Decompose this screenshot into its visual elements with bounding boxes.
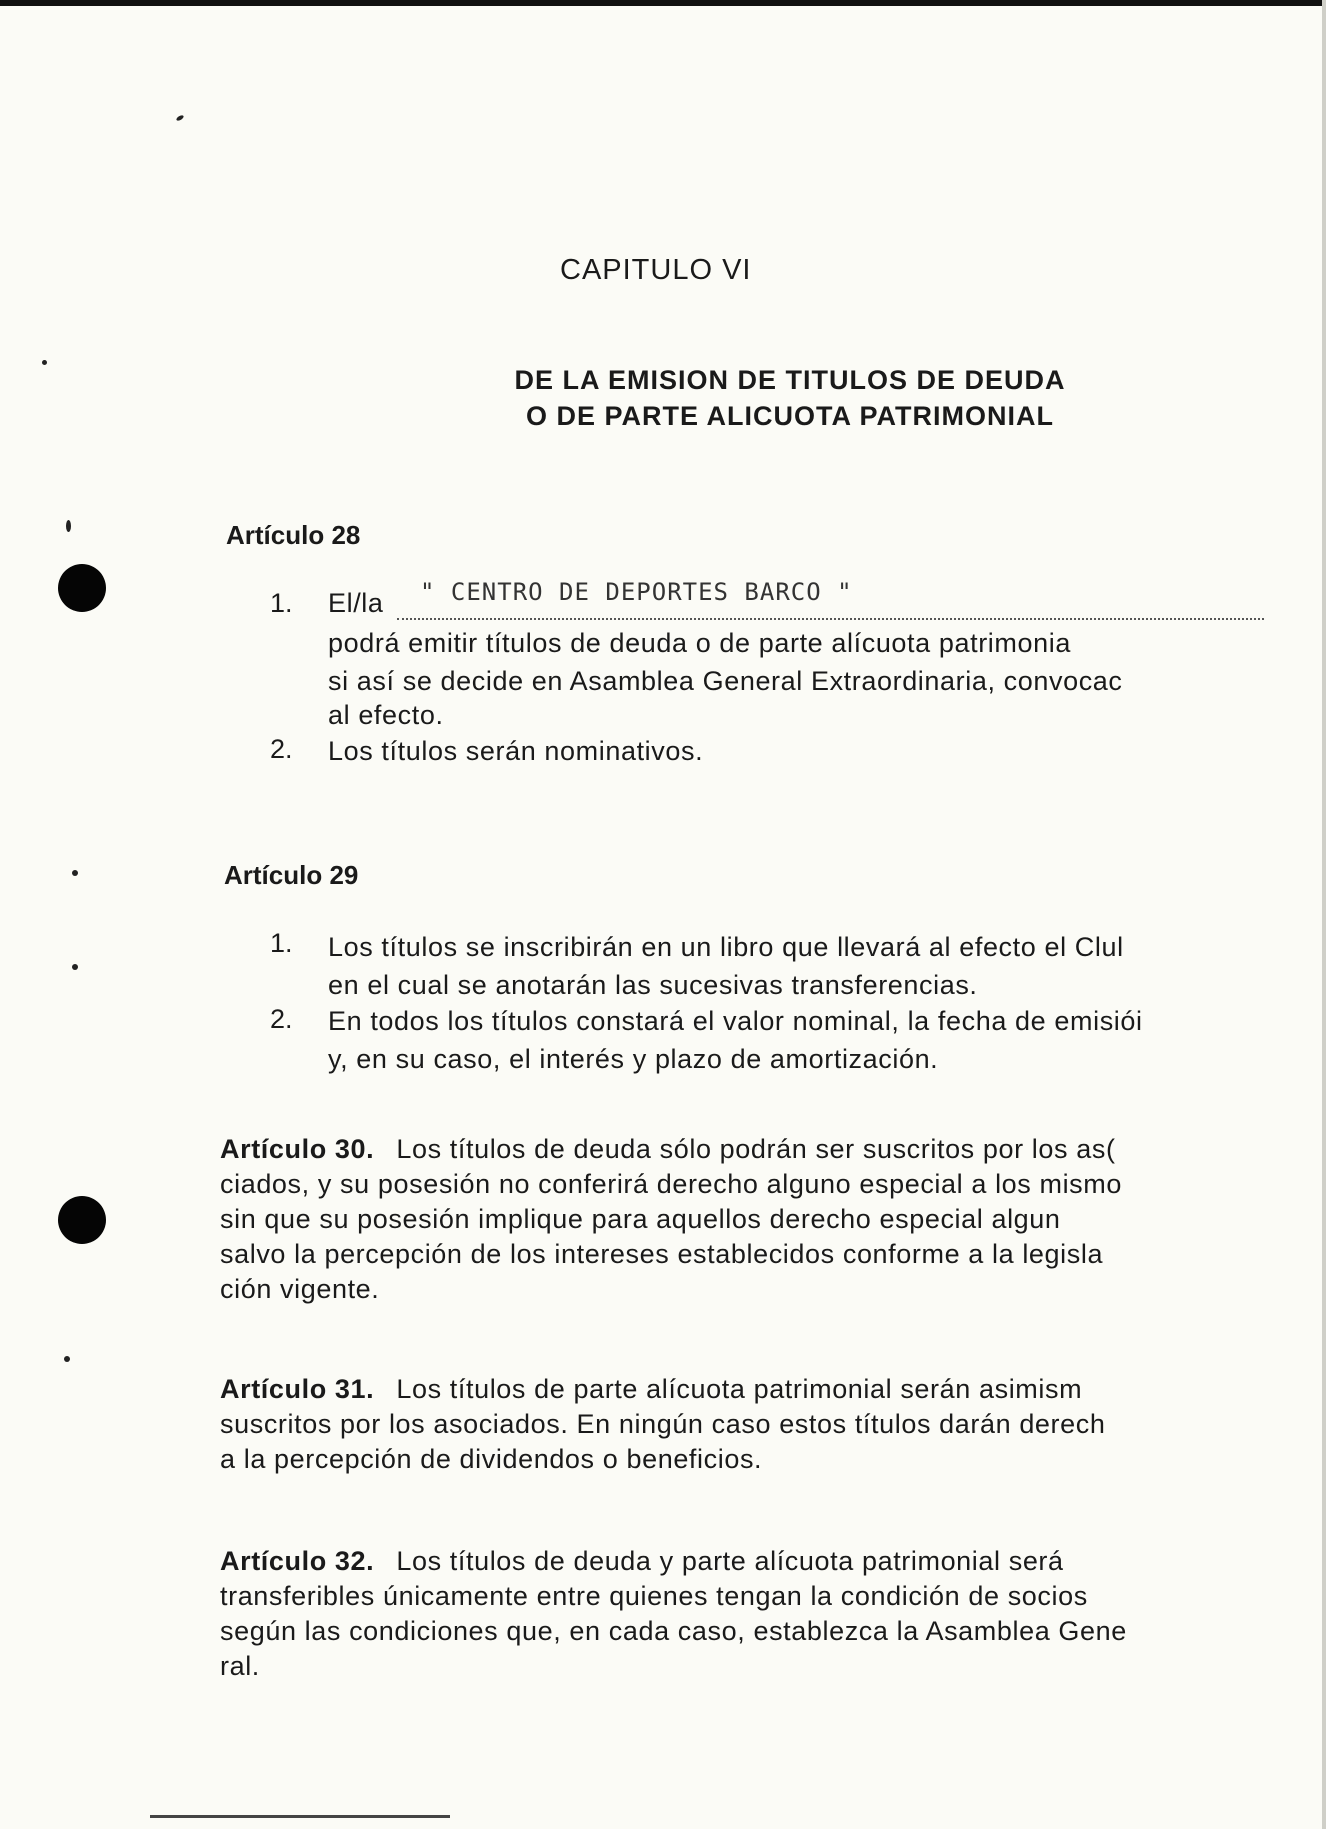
article-31-paragraph xyxy=(220,1372,1320,1477)
article-28-item-1-line: si así se decide en Asamblea General Extraordinaria, convocac xyxy=(328,666,1123,696)
article-32-line: ral. xyxy=(220,1651,260,1681)
article-31-line: a la percepción de dividendos o beneficios. xyxy=(220,1444,763,1474)
scan-top-edge xyxy=(0,0,1326,6)
article-31-lead: Artículo 31. xyxy=(220,1374,375,1404)
article-30-line: sin que su posesión implique para aquellos derecho especial algun xyxy=(220,1204,1061,1234)
section-title-line-1: DE LA EMISION DE TITULOS DE DEUDA xyxy=(514,365,1066,395)
section-title-line-2: O DE PARTE ALICUOTA PATRIMONIAL xyxy=(526,401,1054,431)
article-29-item-1-number: 1. xyxy=(270,928,293,958)
article-28-item-2-number: 2. xyxy=(270,734,293,764)
article-28-item-1-line: al efecto. xyxy=(328,700,444,730)
article-29-item-2-number: 2. xyxy=(270,1004,293,1034)
article-28-heading: Artículo 28 xyxy=(226,520,361,550)
scan-speck xyxy=(42,360,47,365)
article-29-item-2-line: En todos los títulos constará el valor nominal, la fecha de emisiói xyxy=(328,1006,1143,1036)
article-30-paragraph xyxy=(220,1132,1320,1307)
article-28-item-2-text: Los títulos serán nominativos. xyxy=(328,736,704,766)
article-29-item-1-line: Los títulos se inscribirán en un libro que llevará al efecto el Clul xyxy=(328,932,1124,962)
scan-speck xyxy=(66,520,71,532)
article-30-lead: Artículo 30. xyxy=(220,1134,375,1164)
article-28-item-1-number: 1. xyxy=(270,588,293,618)
footer-rule xyxy=(150,1815,450,1818)
article-30-first-line xyxy=(220,1132,1320,1167)
article-32-paragraph xyxy=(220,1544,1320,1684)
article-31-line: suscritos por los asociados. En ningún caso estos títulos darán derech xyxy=(220,1409,1106,1439)
article-30-line: ciados, y su posesión no conferirá derecho alguno especial a los mismo xyxy=(220,1169,1122,1199)
article-32-line: transferibles únicamente entre quienes tengan la condición de socios xyxy=(220,1581,1088,1611)
article-32-lead: Artículo 32. xyxy=(220,1546,375,1576)
article-29-heading: Artículo 29 xyxy=(224,860,359,890)
punch-hole-bottom xyxy=(58,1196,106,1244)
scan-speck xyxy=(64,1356,70,1362)
article-28-item-1-line: podrá emitir títulos de deuda o de parte alícuota patrimonia xyxy=(328,628,1071,658)
article-32-first-line xyxy=(220,1544,1320,1579)
scan-speck xyxy=(72,870,78,876)
section-title xyxy=(440,362,1140,434)
article-29-item-1-line: en el cual se anotarán las sucesivas transferencias. xyxy=(328,970,978,1000)
scan-right-edge xyxy=(1322,0,1326,1829)
article-30-first-line-text: Los títulos de deuda sólo podrán ser suscritos por los as( xyxy=(396,1134,1116,1164)
article-31-first-line-text: Los títulos de parte alícuota patrimonial serán asimism xyxy=(396,1374,1083,1404)
article-32-first-line-text: Los títulos de deuda y parte alícuota patrimonial será xyxy=(396,1546,1064,1576)
fill-in-dotted-line xyxy=(397,618,1264,620)
scan-speck xyxy=(176,114,185,121)
article-28-item-1-prefix: El/la xyxy=(328,588,384,618)
scan-speck xyxy=(72,964,78,970)
article-30-line: ción vigente. xyxy=(220,1274,380,1304)
article-31-first-line xyxy=(220,1372,1320,1407)
article-30-line: salvo la percepción de los intereses establecidos conforme a la legisla xyxy=(220,1239,1104,1269)
article-29-item-2-line: y, en su caso, el interés y plazo de amortización. xyxy=(328,1044,939,1074)
article-32-line: según las condiciones que, en cada caso, establezca la Asamblea Gene xyxy=(220,1616,1127,1646)
punch-hole-top xyxy=(58,564,106,612)
club-name-typed: " CENTRO DE DEPORTES BARCO " xyxy=(420,578,853,606)
chapter-title: CAPITULO VI xyxy=(560,254,752,286)
